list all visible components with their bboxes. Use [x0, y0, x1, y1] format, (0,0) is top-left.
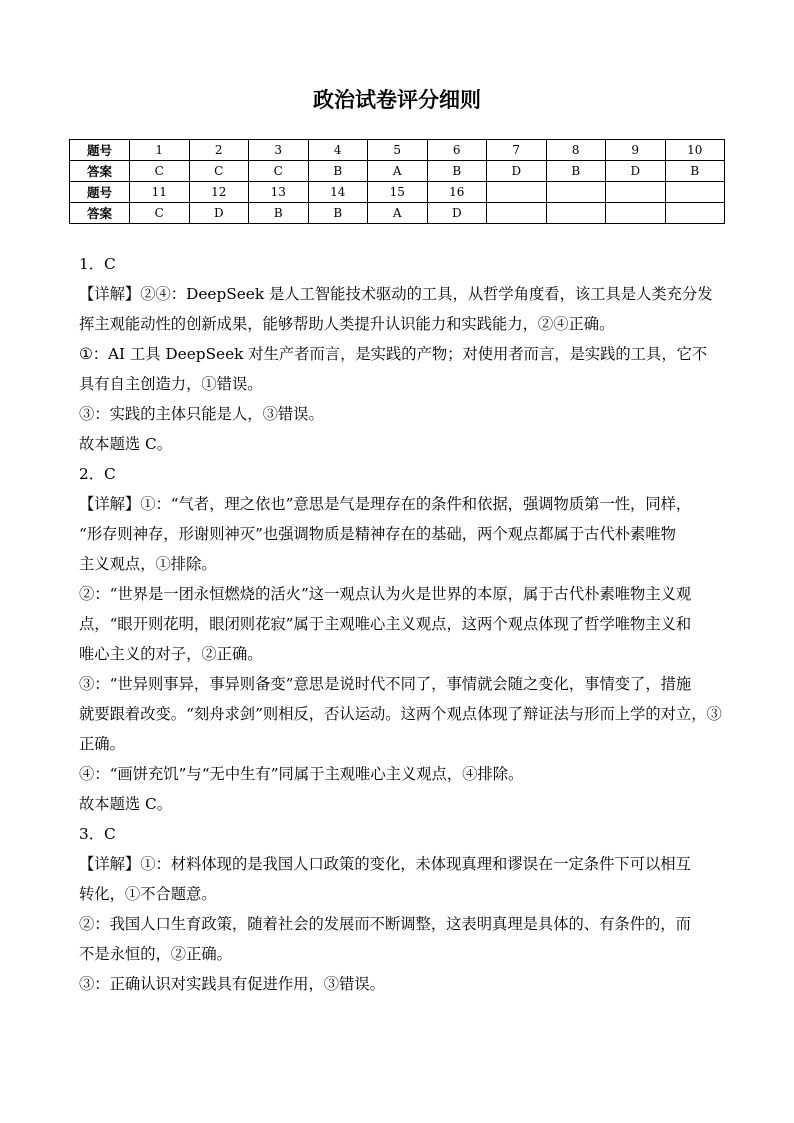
text-line: ②：我国人口生育政策，随着社会的发展而不断调整，这表明真理是具体的、有条件的，而	[79, 915, 691, 933]
text-line: ③：“世异则事异，事异则备变”意思是说时代不同了，事情就会随之变化，事情变了，措施	[79, 675, 692, 693]
text-line: 挥主观能动性的创新成果，能够帮助人类提升认识能力和实践能力，②④正确。	[79, 315, 615, 333]
question-number: 3．C	[79, 825, 116, 843]
table-cell: 5	[368, 140, 428, 161]
table-cell: 6	[427, 140, 487, 161]
text-line: 【详解】②④：DeepSeek 是人工智能技术驱动的工具，从哲学角度看，该工具是人类充分发	[79, 285, 713, 303]
table-cell: B	[308, 161, 368, 182]
table-cell: 7	[487, 140, 547, 161]
table-cell	[546, 182, 606, 203]
table-cell: 4	[308, 140, 368, 161]
table-cell: B	[308, 203, 368, 224]
table-cell: D	[606, 161, 666, 182]
text-line: ④：“画饼充饥”与“无中生有”同属于主观唯心主义观点，④排除。	[79, 765, 524, 783]
table-cell: D	[189, 203, 249, 224]
table-cell	[665, 182, 725, 203]
table-cell: D	[427, 203, 487, 224]
table-cell: B	[249, 203, 309, 224]
question-number: 2．C	[79, 465, 116, 483]
table-cell	[546, 203, 606, 224]
text-line: 故本题选 C。	[79, 795, 173, 813]
table-cell	[665, 203, 725, 224]
explanations	[79, 249, 722, 999]
table-cell: 1	[130, 140, 190, 161]
row-label: 题号	[70, 140, 130, 161]
table-cell: 9	[606, 140, 666, 161]
table-cell: C	[130, 161, 190, 182]
table-cell: C	[130, 203, 190, 224]
table-cell: D	[487, 161, 547, 182]
table-row	[70, 140, 725, 161]
text-line: ③：正确认识对实践具有促进作用，③错误。	[79, 975, 385, 993]
table-cell	[606, 203, 666, 224]
text-line: ②：“世界是一团永恒燃烧的活火”这一观点认为火是世界的本原，属于古代朴素唯物主义观	[79, 585, 692, 603]
text-line: 具有自主创造力，①错误。	[79, 375, 263, 393]
table-cell: B	[546, 161, 606, 182]
table-cell: 10	[665, 140, 725, 161]
table-cell: 13	[249, 182, 309, 203]
table-cell: B	[427, 161, 487, 182]
text-line: 【详解】①：材料体现的是我国人口政策的变化，未体现真理和谬误在一定条件下可以相互	[79, 855, 691, 873]
row-label: 答案	[70, 203, 130, 224]
text-line: “形存则神存，形谢则神灭”也强调物质是精神存在的基础，两个观点都属于古代朴素唯物	[79, 525, 676, 543]
table-cell: A	[368, 203, 428, 224]
question-number: 1．C	[79, 255, 116, 273]
text-line: 转化，①不合题意。	[79, 885, 217, 903]
table-cell: 16	[427, 182, 487, 203]
table-cell: C	[249, 161, 309, 182]
table-cell	[606, 182, 666, 203]
text-line: 主义观点，①排除。	[79, 555, 217, 573]
text-line: ③：实践的主体只能是人，③错误。	[79, 405, 324, 423]
table-cell	[487, 203, 547, 224]
table-cell: 14	[308, 182, 368, 203]
table-cell: 15	[368, 182, 428, 203]
table-cell: C	[189, 161, 249, 182]
text-line: 唯心主义的对子，②正确。	[79, 645, 263, 663]
table-row	[70, 203, 725, 224]
table-cell	[487, 182, 547, 203]
row-label: 答案	[70, 161, 130, 182]
table-row	[70, 161, 725, 182]
text-line: 不是永恒的，②正确。	[79, 945, 232, 963]
table-cell: 11	[130, 182, 190, 203]
table-cell: A	[368, 161, 428, 182]
answer-table	[69, 139, 725, 224]
row-label: 题号	[70, 182, 130, 203]
table-cell: B	[665, 161, 725, 182]
table-cell: 3	[249, 140, 309, 161]
text-line: 正确。	[79, 735, 125, 753]
table-cell: 12	[189, 182, 249, 203]
table-cell: 8	[546, 140, 606, 161]
text-line: 就要跟着改变。“刻舟求剑”则相反，否认运动。这两个观点体现了辩证法与形而上学的对立，③	[79, 705, 722, 723]
text-line: ①：AI 工具 DeepSeek 对生产者而言，是实践的产物；对使用者而言，是实践的工具，它不	[79, 345, 708, 363]
text-line: 【详解】①：“气者，理之依也”意思是气是理存在的条件和依据，强调物质第一性，同样，	[79, 495, 692, 513]
text-line: 故本题选 C。	[79, 435, 173, 453]
text-line: 点，“眼开则花明，眼闭则花寂”属于主观唯心主义观点，这两个观点体现了哲学唯物主义和	[79, 615, 692, 633]
table-cell: 2	[189, 140, 249, 161]
table-row	[70, 182, 725, 203]
page-title: 政治试卷评分细则	[313, 88, 481, 112]
